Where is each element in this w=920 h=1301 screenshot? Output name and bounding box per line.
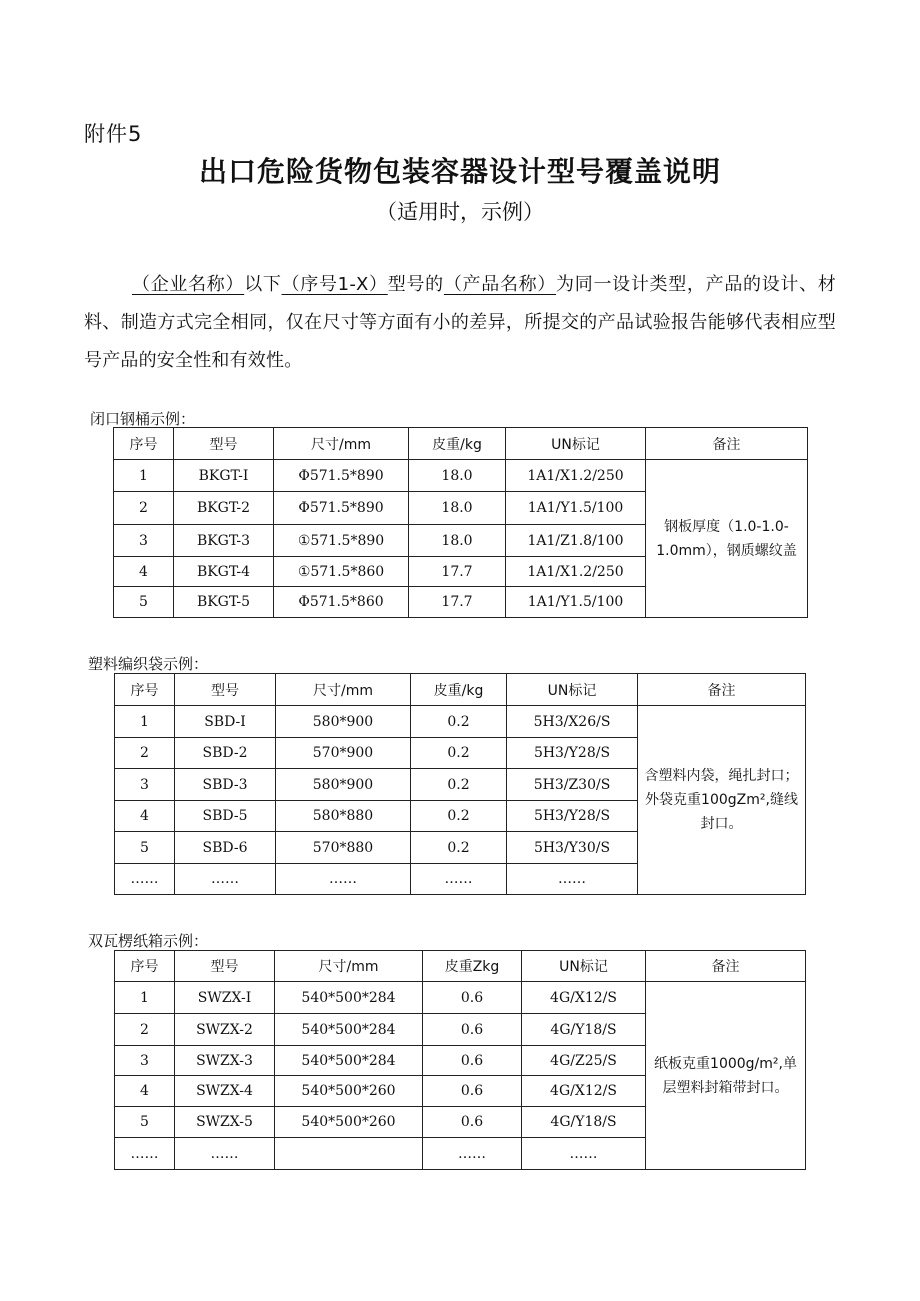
header-cell: 备注 (646, 428, 808, 460)
cell: 5 (115, 1107, 175, 1138)
header-cell: 型号 (174, 428, 274, 460)
cell: SWZX-I (175, 982, 275, 1014)
serial-placeholder: （序号1-X） (281, 274, 388, 295)
cell: 0.6 (423, 1076, 522, 1107)
cell: 3 (115, 769, 175, 801)
cell: 17.7 (409, 587, 506, 618)
cell: 2 (115, 1014, 175, 1046)
cell: BKGT-I (174, 460, 274, 492)
cell: SBD-6 (175, 832, 276, 864)
header-cell: 型号 (175, 674, 276, 706)
intro-paragraph (84, 266, 836, 380)
page-subtitle: （适用时，示例） (376, 200, 544, 224)
attachment-label: 附件5 (84, 122, 143, 146)
cell: Φ571.5*890 (274, 492, 409, 525)
cell: 18.0 (409, 460, 506, 492)
cell: …… (507, 864, 638, 895)
header-cell: 序号 (114, 428, 174, 460)
cell: 4 (115, 1076, 175, 1107)
cell: 17.7 (409, 557, 506, 587)
cell: Φ571.5*890 (274, 460, 409, 492)
header-cell: 皮重Zkg (423, 951, 522, 982)
cell: Φ571.5*860 (274, 587, 409, 618)
cell (275, 1138, 423, 1170)
table-caption: 塑料编织袋示例： (88, 655, 209, 673)
cell: ①571.5*860 (274, 557, 409, 587)
cell: …… (276, 864, 411, 895)
cell: 4G/Z25/S (522, 1046, 646, 1076)
table-row (115, 706, 806, 738)
page-title: 出口危险货物包装容器设计型号覆盖说明 (198, 155, 721, 188)
table-caption: 双瓦楞纸箱示例： (88, 932, 209, 950)
cell: SWZX-3 (175, 1046, 275, 1076)
cell: BKGT-5 (174, 587, 274, 618)
cell: 0.6 (423, 1107, 522, 1138)
cell: 1A1/X1.2/250 (506, 460, 646, 492)
cell: 580*900 (276, 706, 411, 738)
cell: 18.0 (409, 525, 506, 557)
cell: 1 (115, 706, 175, 738)
cell: 4G/Y18/S (522, 1107, 646, 1138)
cell: 5H3/Y28/S (507, 801, 638, 832)
cell: 1 (114, 460, 174, 492)
cell: …… (522, 1138, 646, 1170)
remark-cell: 含塑料内袋，绳扎封口；外袋克重100gZm²,缝线封口。 (638, 706, 806, 895)
cell: 5H3/Y28/S (507, 738, 638, 769)
cell: 570*900 (276, 738, 411, 769)
cell: BKGT-4 (174, 557, 274, 587)
remark-cell: 钢板厚度（1.0-1.0-1.0mm），钢质螺纹盖 (646, 460, 808, 618)
cell: SBD-I (175, 706, 276, 738)
cell: 4 (115, 801, 175, 832)
cell: 5 (114, 587, 174, 618)
cell: 0.2 (411, 706, 507, 738)
cell: 5H3/Y30/S (507, 832, 638, 864)
cell: 0.2 (411, 801, 507, 832)
cell: 580*900 (276, 769, 411, 801)
table-header-row (115, 951, 806, 982)
header-cell: 尺寸/mm (275, 951, 423, 982)
cell: 3 (115, 1046, 175, 1076)
cell: 570*880 (276, 832, 411, 864)
cell: 2 (114, 492, 174, 525)
intro-text-3: 为同一设计类型，产品的设计、材料、制造方式完全相同，仅在尺寸等方面有小的差异，所提交的产品试验报告能够代表相应型号产品的安全性和有效性。 (84, 274, 837, 371)
header-cell: 尺寸/mm (274, 428, 409, 460)
cell: BKGT-3 (174, 525, 274, 557)
woven-bag-table (114, 673, 806, 895)
table-row (114, 460, 808, 492)
cell: 0.6 (423, 1046, 522, 1076)
header-cell: 备注 (646, 951, 806, 982)
intro-text-2: 型号的 (387, 274, 444, 295)
table-row (115, 982, 806, 1014)
header-cell: 皮重/kg (411, 674, 507, 706)
cell: 18.0 (409, 492, 506, 525)
cell: …… (115, 1138, 175, 1170)
cell: 0.2 (411, 832, 507, 864)
header-cell: UN标记 (522, 951, 646, 982)
cell: …… (411, 864, 507, 895)
cell: 540*500*284 (275, 1046, 423, 1076)
cell: 5H3/Z30/S (507, 769, 638, 801)
cell: 0.6 (423, 982, 522, 1014)
cell: 540*500*260 (275, 1076, 423, 1107)
cell: SBD-3 (175, 769, 276, 801)
cell: 1A1/Y1.5/100 (506, 587, 646, 618)
product-placeholder: （产品名称） (443, 274, 557, 295)
table-header-row (115, 674, 806, 706)
header-cell: 序号 (115, 674, 175, 706)
cell: …… (175, 864, 276, 895)
cell: 4G/X12/S (522, 1076, 646, 1107)
header-cell: 型号 (175, 951, 275, 982)
cell: 0.2 (411, 769, 507, 801)
header-cell: UN标记 (507, 674, 638, 706)
cell: 5H3/X26/S (507, 706, 638, 738)
cell: 4 (114, 557, 174, 587)
cell: 0.6 (423, 1014, 522, 1046)
header-cell: 备注 (638, 674, 806, 706)
cell: 1 (115, 982, 175, 1014)
table-caption: 闭口钢桶示例： (90, 410, 196, 428)
cell: 1A1/Y1.5/100 (506, 492, 646, 525)
cell: 2 (115, 738, 175, 769)
cell: 3 (114, 525, 174, 557)
header-cell: 皮重/kg (409, 428, 506, 460)
cell: …… (115, 864, 175, 895)
cell: SWZX-5 (175, 1107, 275, 1138)
cell: BKGT-2 (174, 492, 274, 525)
cell: 4G/X12/S (522, 982, 646, 1014)
intro-text-1: 以下 (244, 274, 282, 295)
company-placeholder: （企业名称） (132, 274, 245, 295)
cell: 0.2 (411, 738, 507, 769)
cell: 1A1/Z1.8/100 (506, 525, 646, 557)
cell: ①571.5*890 (274, 525, 409, 557)
cell: …… (423, 1138, 522, 1170)
cell: SBD-5 (175, 801, 276, 832)
cell: SWZX-2 (175, 1014, 275, 1046)
header-cell: UN标记 (506, 428, 646, 460)
cell: 1A1/X1.2/250 (506, 557, 646, 587)
cell: SWZX-4 (175, 1076, 275, 1107)
cell: 540*500*284 (275, 982, 423, 1014)
header-cell: 序号 (115, 951, 175, 982)
cell: SBD-2 (175, 738, 276, 769)
cell: 5 (115, 832, 175, 864)
cell: 4G/Y18/S (522, 1014, 646, 1046)
header-cell: 尺寸/mm (276, 674, 411, 706)
cell: …… (175, 1138, 275, 1170)
corrugated-box-table (114, 950, 806, 1170)
table-header-row (114, 428, 808, 460)
cell: 580*880 (276, 801, 411, 832)
cell: 540*500*260 (275, 1107, 423, 1138)
remark-cell: 纸板克重1000g/m²,单层塑料封箱带封口。 (646, 982, 806, 1170)
cell: 540*500*284 (275, 1014, 423, 1046)
steel-drum-table (113, 427, 808, 618)
